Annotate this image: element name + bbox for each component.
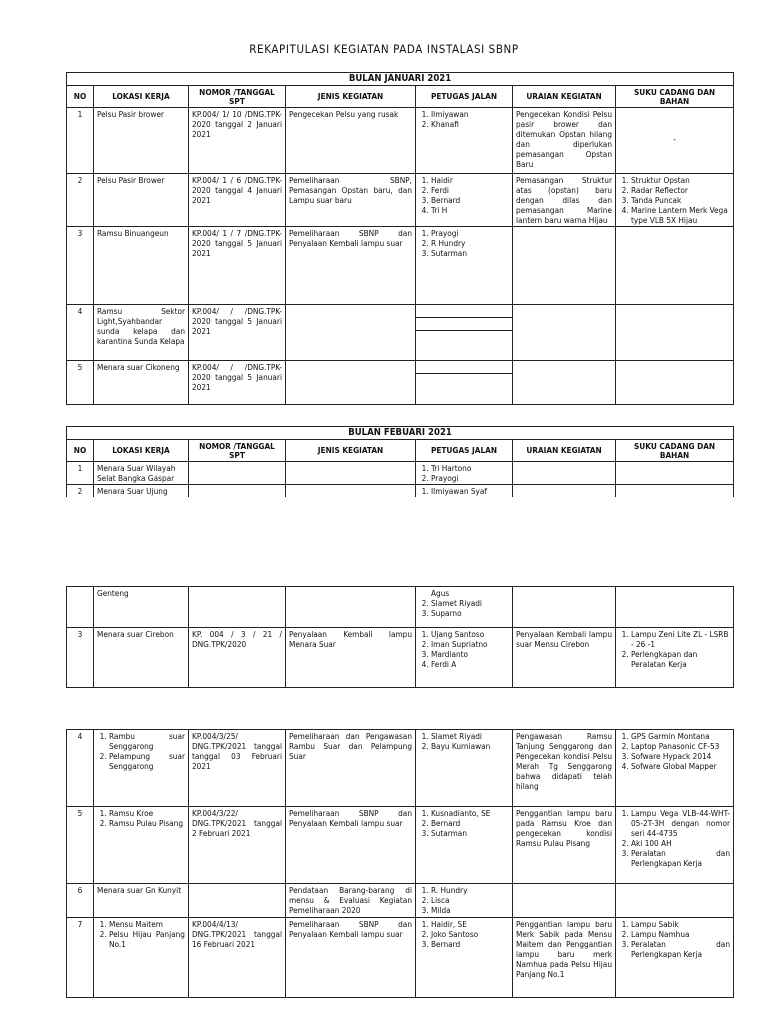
cell-petugas bbox=[416, 462, 513, 485]
petugas-item: 3. Bernard bbox=[431, 939, 509, 949]
table-row bbox=[67, 628, 734, 688]
petugas-item: 2. Bayu Kurniawan bbox=[431, 741, 509, 751]
cell-lokasi: Pelsu Pasir brower bbox=[94, 108, 189, 174]
cell-jenis: Pemeliharaan SBNP dan Penyalaan Kembali lampu suar bbox=[286, 918, 416, 998]
col-header-jenis: JENIS KEGIATAN bbox=[286, 440, 416, 462]
suku-item: 1. Lampu Sabik bbox=[631, 919, 730, 929]
cell-lokasi: Genteng bbox=[94, 587, 189, 628]
cell-no: 2 bbox=[67, 174, 94, 227]
cell-suku bbox=[616, 587, 734, 628]
table-row bbox=[67, 462, 734, 485]
cell-no: 3 bbox=[67, 628, 94, 688]
cell-suku: - bbox=[616, 108, 734, 174]
lokasi-item: 1. Ramsu Kroe bbox=[109, 808, 185, 818]
cell-nomor: KP. 004 / 3 / 21 / DNG.TPK/2020 bbox=[189, 628, 286, 688]
cell-suku bbox=[616, 174, 734, 227]
cell-nomor bbox=[189, 462, 286, 485]
col-header-nomor: NOMOR /TANGGAL SPT bbox=[189, 86, 286, 108]
table-row bbox=[67, 174, 734, 227]
cell-jenis bbox=[286, 485, 416, 498]
cell-petugas bbox=[416, 884, 513, 918]
cell-lokasi bbox=[94, 730, 189, 807]
cell-uraian bbox=[513, 361, 616, 405]
suku-item: 4. Marine Lantern Merk Vega type VLB 5X Hijau bbox=[631, 205, 730, 225]
petugas-item: 2. Slamet Riyadi bbox=[431, 598, 509, 608]
page-title: REKAPITULASI KEGIATAN PADA INSTALASI SBNP bbox=[249, 42, 519, 56]
col-header-lokasi: LOKASI KERJA bbox=[94, 440, 189, 462]
cell-uraian bbox=[513, 462, 616, 485]
cell-no: 5 bbox=[67, 807, 94, 884]
cell-lokasi: Menara suar Cikoneng bbox=[94, 361, 189, 405]
table-row bbox=[67, 227, 734, 305]
cell-suku bbox=[616, 361, 734, 405]
table-header-row bbox=[67, 440, 734, 462]
cell-nomor: KP.004/ / /DNG.TPK-2020 tanggal 5 Januari 2021 bbox=[189, 361, 286, 405]
petugas-item: 3. Sutarman bbox=[431, 828, 509, 838]
cell-petugas bbox=[416, 108, 513, 174]
petugas-item: 4. Tri H bbox=[431, 205, 509, 215]
cell-lokasi: Menara suar Gn Kunyit bbox=[94, 884, 189, 918]
cell-nomor: KP.004/3/25/ DNG.TPK/2021 tanggal tanggal 03 Februari 2021 bbox=[189, 730, 286, 807]
cell-suku bbox=[616, 628, 734, 688]
lokasi-item: 2. Pelampung suar Senggarong bbox=[109, 751, 185, 771]
col-header-suku: SUKU CADANG DAN BAHAN bbox=[616, 440, 734, 462]
table-row bbox=[67, 361, 734, 405]
cell-suku bbox=[616, 305, 734, 361]
cell-uraian bbox=[513, 227, 616, 305]
cell-petugas bbox=[416, 305, 513, 361]
cell-no: 2 bbox=[67, 485, 94, 498]
february-table-bottom bbox=[66, 729, 734, 998]
february-table-top bbox=[66, 426, 734, 497]
table-row bbox=[67, 730, 734, 807]
suku-item: 3. Sofware Hypack 2014 bbox=[631, 751, 730, 761]
petugas-item: 3. Milda bbox=[431, 905, 509, 915]
petugas-item: 3. Sutarman bbox=[431, 248, 509, 258]
petugas-item: 1. Prayogi bbox=[431, 228, 509, 238]
suku-item: 3. Peralatan dan Perlengkapan Kerja bbox=[631, 939, 730, 959]
suku-item: 1. Lampu Zeni Lite ZL - LSRB - 26 -1 bbox=[631, 629, 730, 649]
petugas-item: 3. Mardianto bbox=[431, 649, 509, 659]
suku-item: 2. Radar Reflector bbox=[631, 185, 730, 195]
petugas-item: 2. Bernard bbox=[431, 818, 509, 828]
cell-uraian: Penggantian lampu baru pada Ramsu Kroe dan pengecekan kondisi Ramsu Pulau Pisang bbox=[513, 807, 616, 884]
cell-jenis: Pemeliharaan SBNP dan Penyalaan Kembali lampu suar bbox=[286, 807, 416, 884]
petugas-item: 4. Ferdi A bbox=[431, 659, 509, 669]
suku-item: 1. Struktur Opstan bbox=[631, 175, 730, 185]
petugas-item: 2. Lisca bbox=[431, 895, 509, 905]
cell-suku bbox=[616, 227, 734, 305]
cell-suku bbox=[616, 807, 734, 884]
suku-item: 2. Laptop Panasonic CF-53 bbox=[631, 741, 730, 751]
suku-item: 2. Aki 100 AH bbox=[631, 838, 730, 848]
cell-nomor bbox=[189, 485, 286, 498]
petugas-item: 2. Khanafi bbox=[431, 119, 509, 129]
cell-petugas bbox=[416, 361, 513, 405]
cell-uraian bbox=[513, 587, 616, 628]
suku-item: 2. Lampu Namhua bbox=[631, 929, 730, 939]
col-header-no: NO bbox=[67, 86, 94, 108]
cell-jenis bbox=[286, 305, 416, 361]
petugas-item: 2. Prayogi bbox=[431, 473, 509, 483]
cell-nomor: KP.004/ 1/ 10 /DNG.TPK-2020 tanggal 2 Januari 2021 bbox=[189, 108, 286, 174]
suku-item: 4. Sofware Global Mapper bbox=[631, 761, 730, 771]
cell-petugas bbox=[416, 730, 513, 807]
cell-no: 3 bbox=[67, 227, 94, 305]
cell-suku bbox=[616, 485, 734, 498]
col-header-petugas: PETUGAS JALAN bbox=[416, 440, 513, 462]
cell-jenis: Pemeliharaan SBNP dan Penyalaan Kembali lampu suar bbox=[286, 227, 416, 305]
petugas-item: 1. Slamet Riyadi bbox=[431, 731, 509, 741]
petugas-item: 1. Ilmiyawan bbox=[431, 109, 509, 119]
month-header-januari: BULAN JANUARI 2021 bbox=[67, 73, 734, 86]
month-header-februari: BULAN FEBUARI 2021 bbox=[67, 427, 734, 440]
cell-petugas bbox=[416, 918, 513, 998]
cell-uraian: Pengecekan Kondisi Pelsu pasir brower dan ditemukan Opstan hilang dan diperlukan pemasangan Opstan Baru bbox=[513, 108, 616, 174]
petugas-item: 1. Ujang Santoso bbox=[431, 629, 509, 639]
cell-no: 4 bbox=[67, 730, 94, 807]
col-header-suku: SUKU CADANG DAN BAHAN bbox=[616, 86, 734, 108]
february-table-continued bbox=[66, 586, 734, 688]
cell-nomor: KP.004/3/22/ DNG.TPK/2021 tanggal 2 Februari 2021 bbox=[189, 807, 286, 884]
table-row bbox=[67, 587, 734, 628]
petugas-item: 1. R. Hundry bbox=[431, 885, 509, 895]
suku-item: 3. Peralatan dan Perlengkapan Kerja bbox=[631, 848, 730, 868]
cell-petugas bbox=[416, 485, 513, 498]
lokasi-item: 2. Ramsu Pulau Pisang bbox=[109, 818, 185, 828]
cell-uraian bbox=[513, 305, 616, 361]
cell-no: 6 bbox=[67, 884, 94, 918]
cell-petugas bbox=[416, 227, 513, 305]
table-row bbox=[67, 884, 734, 918]
col-header-uraian: URAIAN KEGIATAN bbox=[513, 440, 616, 462]
petugas-item: 2. Ferdi bbox=[431, 185, 509, 195]
col-header-no: NO bbox=[67, 440, 94, 462]
cell-uraian: Penggantian lampu baru Merk Sabik pada Mensu Maitem dan Penggantian lampu baru merk Namhua pada Pelsu Hijau Panjang No.1 bbox=[513, 918, 616, 998]
cell-suku bbox=[616, 918, 734, 998]
cell-lokasi: Menara Suar Wilayah Selat Bangka Gaspar bbox=[94, 462, 189, 485]
petugas-item: 1. Haidir bbox=[431, 175, 509, 185]
cell-nomor bbox=[189, 587, 286, 628]
cell-uraian bbox=[513, 884, 616, 918]
lokasi-item: 1. Rambu suar Senggarong bbox=[109, 731, 185, 751]
cell-no: 5 bbox=[67, 361, 94, 405]
petugas-item: 2. Iman Supriatno bbox=[431, 639, 509, 649]
cell-no: 1 bbox=[67, 108, 94, 174]
col-header-petugas: PETUGAS JALAN bbox=[416, 86, 513, 108]
cell-nomor: KP.004/ 1 / 6 /DNG.TPK-2020 tanggal 4 Januari 2021 bbox=[189, 174, 286, 227]
cell-uraian: Penyalaan Kembali lampu suar Mensu Cirebon bbox=[513, 628, 616, 688]
cell-suku bbox=[616, 730, 734, 807]
cell-jenis: Penyalaan Kembali lampu Menara Suar bbox=[286, 628, 416, 688]
cell-no: 7 bbox=[67, 918, 94, 998]
cell-nomor: KP.004/ 1 / 7 /DNG.TPK-2020 tanggal 5 Januari 2021 bbox=[189, 227, 286, 305]
suku-item: 1. Lampu Vega VLB-44-WHT-05-2T-3H dengan nomor seri 44-4735 bbox=[631, 808, 730, 838]
cell-lokasi: Ramsu Sektor Light,Syahbandar sunda kelapa dan karantina Sunda Kelapa bbox=[94, 305, 189, 361]
cell-lokasi: Pelsu Pasir Brower bbox=[94, 174, 189, 227]
cell-uraian: Pemasangan Struktur atas (opstan) baru dengan dilas dan pemasangan Marine lantern baru warna Hijau bbox=[513, 174, 616, 227]
cell-no: 1 bbox=[67, 462, 94, 485]
lokasi-item: 1. Mensu Maitem bbox=[109, 919, 185, 929]
cell-no: 4 bbox=[67, 305, 94, 361]
cell-jenis: Pendataan Barang-barang di mensu & Evaluasi Kegiatan Pemeliharaan 2020 bbox=[286, 884, 416, 918]
col-header-nomor: NOMOR /TANGGAL SPT bbox=[189, 440, 286, 462]
cell-lokasi: Menara suar Cirebon bbox=[94, 628, 189, 688]
petugas-item: 2. Joko Santoso bbox=[431, 929, 509, 939]
cell-lokasi: Ramsu Binuangeun bbox=[94, 227, 189, 305]
col-header-jenis: JENIS KEGIATAN bbox=[286, 86, 416, 108]
cell-lokasi bbox=[94, 807, 189, 884]
petugas-item: 1. Kusnadianto, SE bbox=[431, 808, 509, 818]
petugas-item: 1. Haidir, SE bbox=[431, 919, 509, 929]
cell-suku bbox=[616, 884, 734, 918]
cell-jenis: Pengecekan Pelsu yang rusak bbox=[286, 108, 416, 174]
cell-lokasi: Menara Suar Ujung bbox=[94, 485, 189, 498]
table-row bbox=[67, 485, 734, 498]
table-header-row bbox=[67, 86, 734, 108]
cell-no bbox=[67, 587, 94, 628]
petugas-continued: Agus bbox=[431, 588, 450, 598]
cell-uraian: Pengawasan Ramsu Tanjung Senggarong dan Pengecekan kondisi Pelsu Merah Tg Senggarong bahwa didapati telah hilang bbox=[513, 730, 616, 807]
cell-jenis bbox=[286, 361, 416, 405]
cell-petugas bbox=[416, 807, 513, 884]
petugas-item: 1. Tri Hartono bbox=[431, 463, 509, 473]
petugas-item: 1. Ilmiyawan Syaf bbox=[431, 486, 509, 496]
col-header-lokasi: LOKASI KERJA bbox=[94, 86, 189, 108]
col-header-uraian: URAIAN KEGIATAN bbox=[513, 86, 616, 108]
suku-item: 2. Perlengkapan dan Peralatan Kerja bbox=[631, 649, 730, 669]
cell-petugas bbox=[416, 174, 513, 227]
petugas-item: 3. Suparno bbox=[431, 608, 509, 618]
table-row bbox=[67, 305, 734, 361]
cell-nomor: KP.004/ / /DNG.TPK-2020 tanggal 5 Januari 2021 bbox=[189, 305, 286, 361]
suku-item: 3. Tanda Puncak bbox=[631, 195, 730, 205]
cell-jenis bbox=[286, 587, 416, 628]
table-row bbox=[67, 918, 734, 998]
cell-lokasi bbox=[94, 918, 189, 998]
lokasi-item: 2. Pelsu Hijau Panjang No.1 bbox=[109, 929, 185, 949]
cell-jenis bbox=[286, 462, 416, 485]
cell-jenis: Pemeliharaan dan Pengawasan Rambu Suar dan Pelampung Suar bbox=[286, 730, 416, 807]
table-row bbox=[67, 108, 734, 174]
cell-uraian bbox=[513, 485, 616, 498]
cell-nomor: KP.004/4/13/ DNG.TPK/2021 tanggal 16 Februari 2021 bbox=[189, 918, 286, 998]
petugas-item: 2. R Hundry bbox=[431, 238, 509, 248]
table-row bbox=[67, 807, 734, 884]
cell-petugas bbox=[416, 628, 513, 688]
suku-item: 1. GPS Garmin Montana bbox=[631, 731, 730, 741]
cell-nomor bbox=[189, 884, 286, 918]
cell-suku bbox=[616, 462, 734, 485]
cell-petugas bbox=[416, 587, 513, 628]
january-table bbox=[66, 72, 734, 405]
petugas-item: 3. Bernard bbox=[431, 195, 509, 205]
cell-jenis: Pemeliharaan SBNP, Pemasangan Opstan baru, dan Lampu suar baru bbox=[286, 174, 416, 227]
